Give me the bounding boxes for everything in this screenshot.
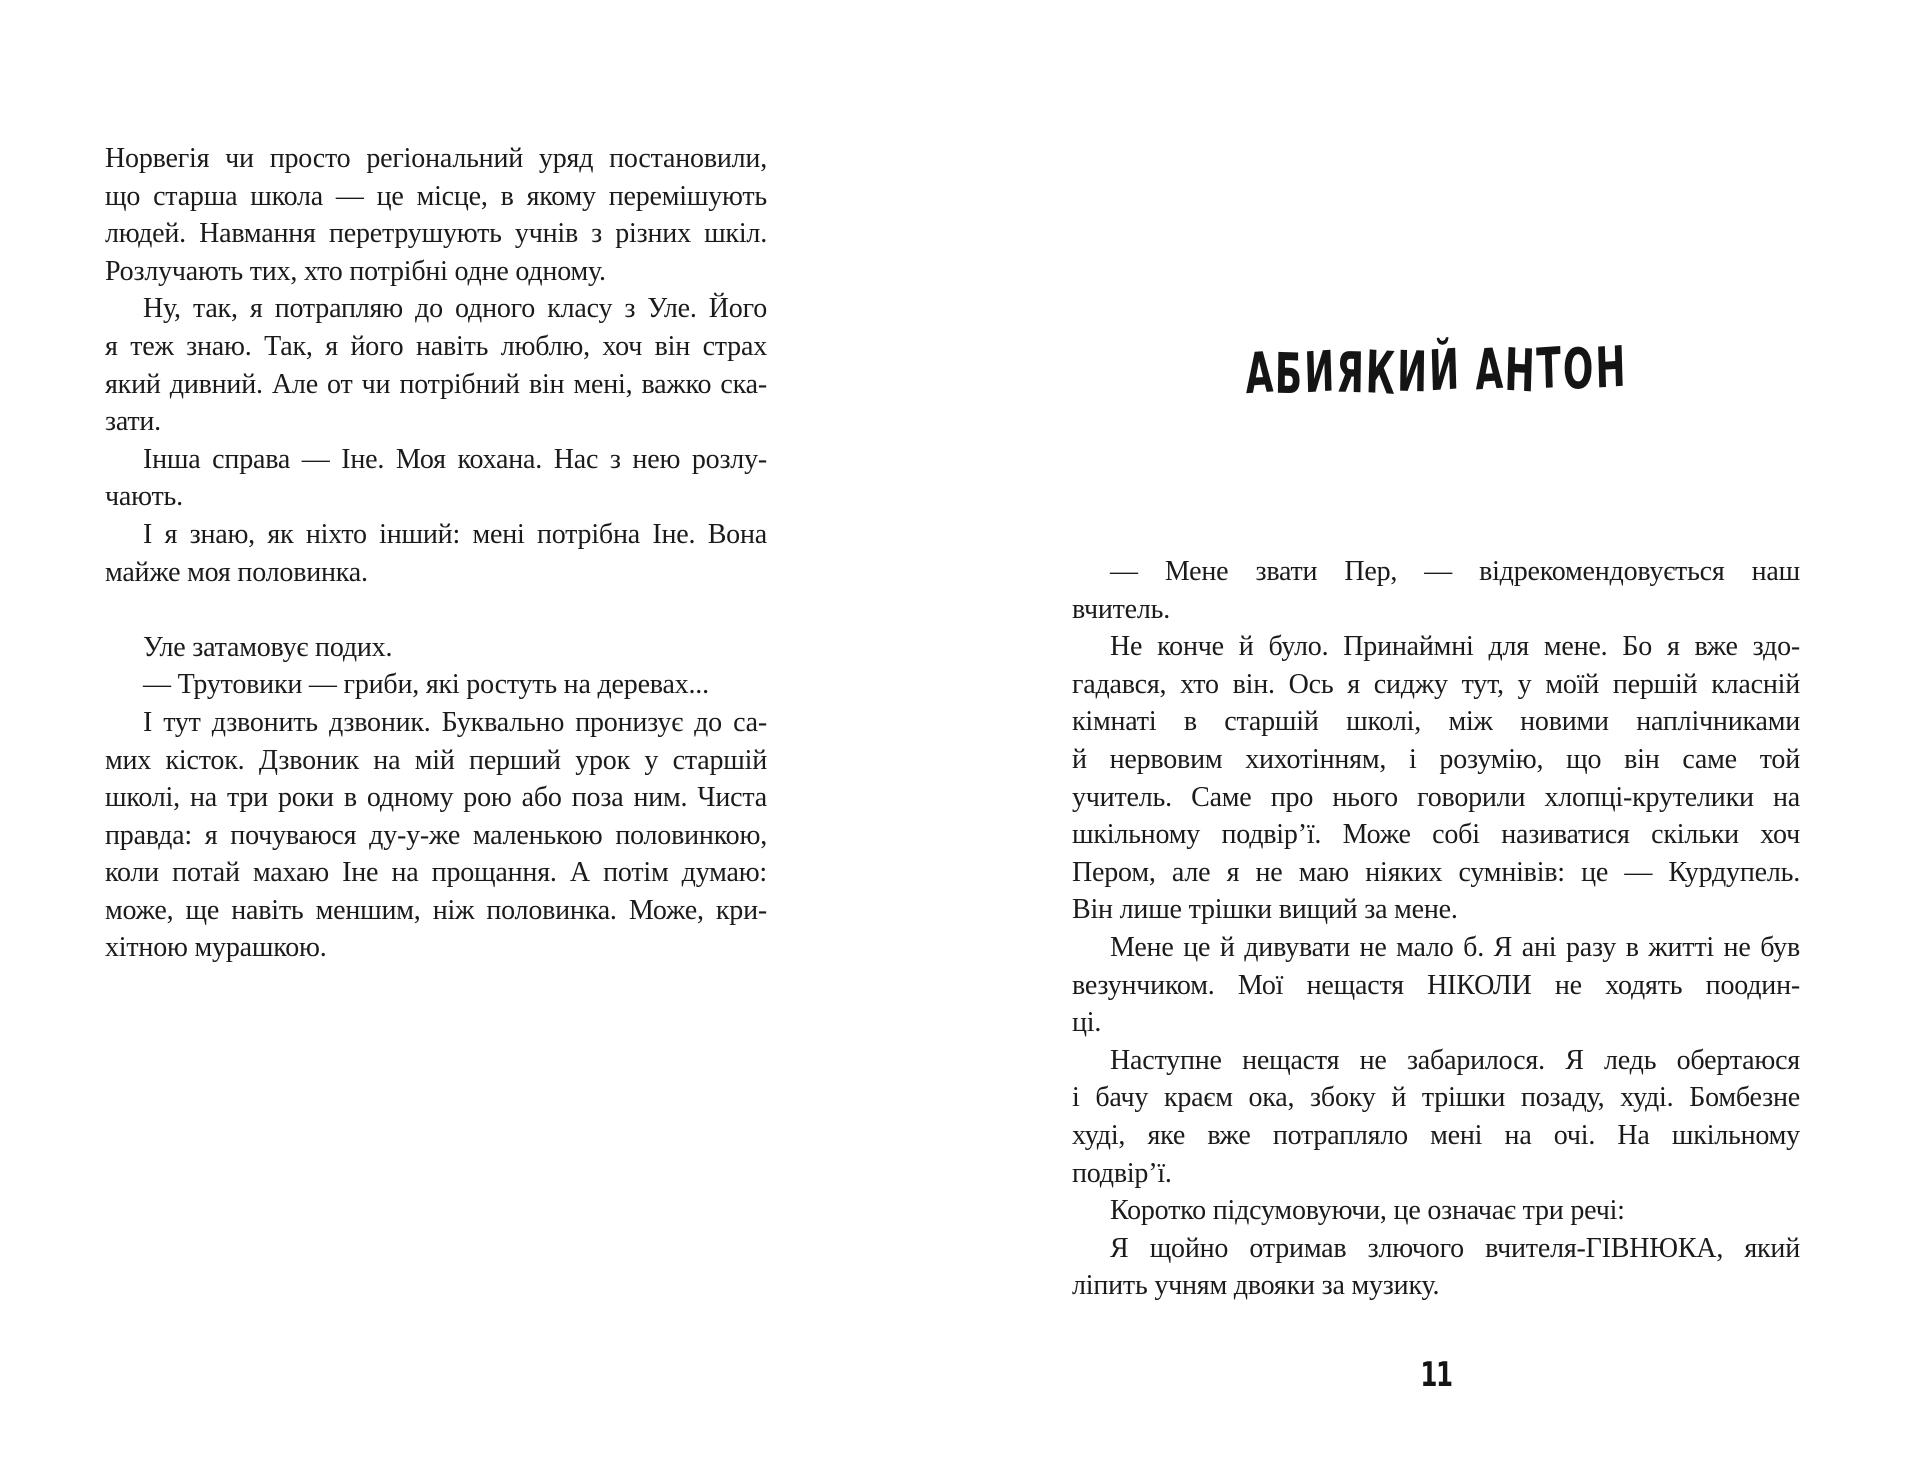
text-line: мих кісток. Дзвоник на мій перший урок у старшій xyxy=(105,744,767,776)
chapter-title-char: И xyxy=(1302,339,1337,407)
chapter-title-char: Н xyxy=(1594,334,1628,402)
page-number: 11 xyxy=(1420,1355,1452,1395)
text-line: школі, на три роки в одному рою або поза ним. Чиста xyxy=(105,782,767,814)
chapter-title-char: Н xyxy=(1503,336,1538,407)
text-line: Уле затамовує подих. xyxy=(143,631,393,663)
text-line: майже моя половинка. xyxy=(105,556,368,588)
chapter-title-char: О xyxy=(1562,336,1596,403)
right-page-text xyxy=(1072,553,1800,1305)
text-line: чають. xyxy=(105,481,183,513)
text-line: кімнаті в старшій школі, між новими наплічниками xyxy=(1072,706,1800,738)
chapter-title-char: К xyxy=(1364,338,1398,409)
chapter-title xyxy=(1072,334,1800,409)
chapter-title-char: А xyxy=(1244,340,1276,408)
text-line: гадався, хто він. Ось я сиджу тут, у моїй першій класній xyxy=(1072,668,1800,700)
text-line: подвір’ї. xyxy=(1072,1157,1172,1189)
text-line: І я знаю, як ніхто інший: мені потрібна Іне. Вона xyxy=(143,518,767,550)
chapter-title-char: А xyxy=(1473,336,1506,404)
text-line: Норвегія чи просто регіональний уряд постановили, xyxy=(105,143,767,174)
text-line: може, ще навіть меншим, ніж половинка. Може, кри- xyxy=(105,894,767,926)
text-line: Коротко підсумовуючи, це означає три речі: xyxy=(1110,1195,1625,1227)
right-page xyxy=(960,0,1920,1477)
text-line: Не конче й було. Принаймні для мене. Бо я вже здо- xyxy=(1110,631,1800,663)
text-line: вчитель. xyxy=(1072,593,1171,625)
chapter-title-char: И xyxy=(1396,339,1429,406)
chapter-title-char: Б xyxy=(1274,341,1305,408)
text-line: зати. xyxy=(105,406,161,438)
text-line: хітною мурашкою. xyxy=(105,932,327,964)
chapter-title-char: Я xyxy=(1335,340,1366,407)
text-line: який дивний. Але от чи потрібний він мені, важко ска- xyxy=(105,368,767,400)
text-line: везунчиком. Мої нещастя НІКОЛИ не ходять поодин- xyxy=(1072,969,1800,1001)
blank-line xyxy=(105,591,767,629)
text-line: Мене це й дивувати не мало б. Я ані разу в житті не був xyxy=(1110,931,1800,963)
text-line: людей. Навмання перетрушують учнів з різних шкіл. xyxy=(105,218,767,250)
text-line: І тут дзвонить дзвоник. Буквально пронизує до са- xyxy=(143,706,767,738)
text-line: коли потай махаю Іне на прощання. А потім думаю: xyxy=(105,857,767,889)
text-line: учитель. Саме про нього говорили хлопці-крутелики на xyxy=(1072,781,1800,813)
text-line: шкільному подвір’ї. Може собі називатися скільки хоч xyxy=(1072,819,1800,851)
text-line: Інша справа — Іне. Моя кохана. Нас з нею розлу- xyxy=(143,443,767,475)
text-line: Я щойно отримав злючого вчителя-ГІВНЮКА, який xyxy=(1110,1232,1800,1264)
text-line: що старша школа — це місце, в якому перемішують xyxy=(105,180,767,212)
text-line: Ну, так, я потрапляю до одного класу з Уле. Його xyxy=(143,293,767,325)
text-line: Він лише трішки вищий за мене. xyxy=(1072,894,1458,926)
text-line: — Мене звати Пер, — відрекомендовується наш xyxy=(1110,556,1800,587)
text-line: і бачу краєм ока, збоку й трішки позаду, худі. Бомбезне xyxy=(1072,1082,1800,1114)
text-line: ліпить учням двояки за музику. xyxy=(1072,1270,1440,1302)
text-line: Пером, але я не маю ніяких сумнівів: це — Курдупель. xyxy=(1072,856,1800,888)
chapter-title-text xyxy=(1244,334,1628,409)
text-line: ці. xyxy=(1072,1007,1102,1039)
text-line: я теж знаю. Так, я його навіть люблю, хоч він страх xyxy=(105,330,767,362)
chapter-title-char xyxy=(1460,342,1475,402)
text-line: — Трутовики — гриби, які ростуть на деревах... xyxy=(143,669,709,701)
text-line: Наступне нещастя не забарилося. Я ледь обертаюся xyxy=(1110,1044,1800,1076)
chapter-title-char: Й xyxy=(1427,337,1462,405)
chapter-title-char: Т xyxy=(1535,335,1564,403)
text-line: худі, яке вже потрапляло мені на очі. На шкільному xyxy=(1072,1119,1800,1151)
text-line: Розлучають тих, хто потрібні одне одному. xyxy=(105,255,606,287)
text-line: правда: я почуваюся ду-у-же маленькою половинкою, xyxy=(105,819,767,851)
left-page-text xyxy=(105,140,767,967)
text-line: й нервовим хихотінням, і розумію, що він саме той xyxy=(1072,743,1800,775)
